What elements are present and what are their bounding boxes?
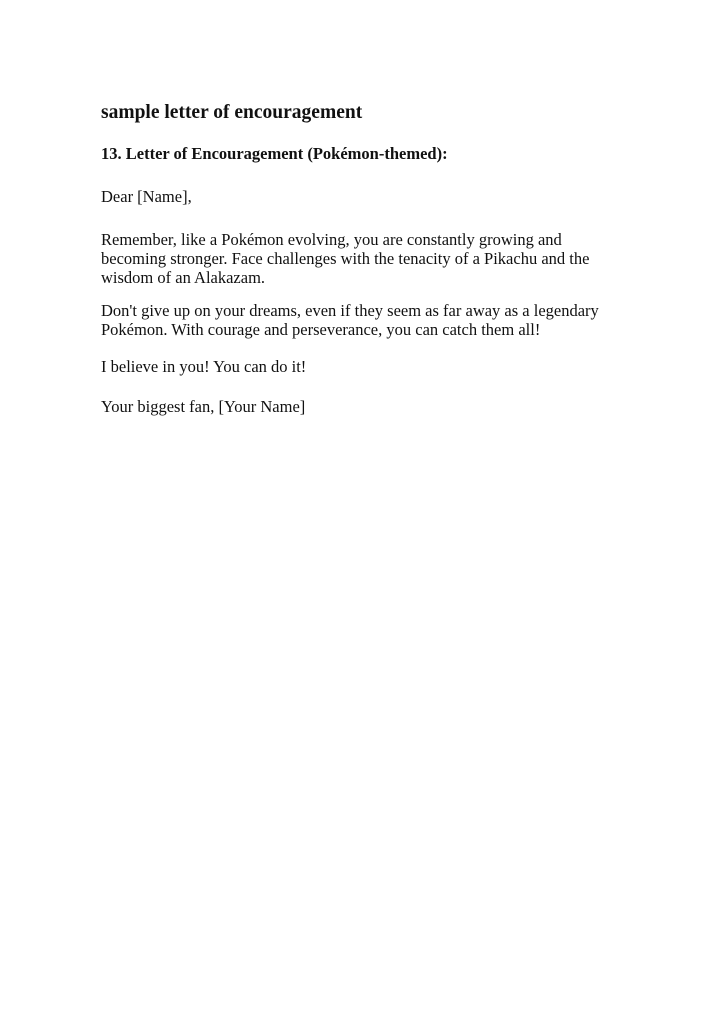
closing-signature: Your biggest fan, [Your Name] (101, 397, 306, 416)
paragraph-evolving (101, 230, 589, 287)
paragraph-line: becoming stronger. Face challenges with the tenacity of a Pikachu and the (101, 249, 590, 268)
greeting: Dear [Name], (101, 187, 192, 206)
letter-heading: 13. Letter of Encouragement (Pokémon-themed): (101, 144, 448, 163)
paragraph-believe: I believe in you! You can do it! (101, 357, 307, 376)
paragraph-line: Pokémon. With courage and perseverance, you can catch them all! (101, 320, 541, 339)
document-title: sample letter of encouragement (101, 102, 363, 123)
paragraph-line: wisdom of an Alakazam. (101, 268, 266, 287)
paragraph-line: Don't give up on your dreams, even if they seem as far away as a legendary (101, 301, 599, 320)
paragraph-dreams (101, 301, 599, 339)
paragraph-line: Remember, like a Pokémon evolving, you are constantly growing and (101, 230, 562, 249)
